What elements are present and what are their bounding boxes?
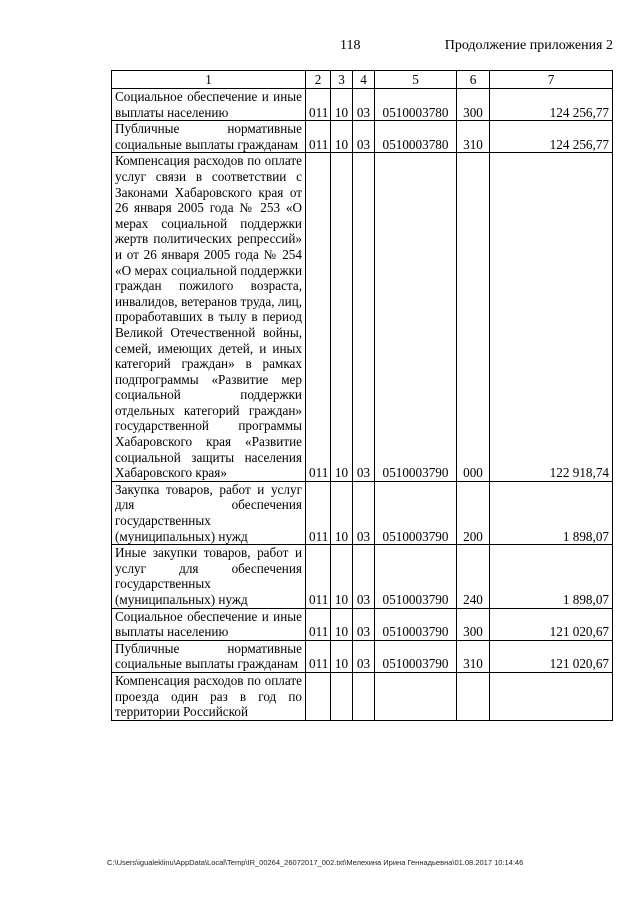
table-row-continued xyxy=(112,672,613,720)
amount: 124 256,77 xyxy=(490,89,613,121)
column-header: 6 xyxy=(457,71,490,89)
target-article-code: 0510003780 xyxy=(375,121,457,153)
ministry-code: 011 xyxy=(306,89,331,121)
ministry-code: 011 xyxy=(306,640,331,672)
target-article-code: 0510003790 xyxy=(375,481,457,544)
table-row xyxy=(112,89,613,121)
column-header: 5 xyxy=(375,71,457,89)
page-number: 118 xyxy=(340,38,361,53)
ministry-code xyxy=(306,672,331,720)
ministry-code: 011 xyxy=(306,121,331,153)
ministry-code: 011 xyxy=(306,608,331,640)
section-code: 10 xyxy=(331,481,353,544)
expense-name: Иные закупки товаров, работ и услуг для обеспечения государственных (муниципальных) нужд xyxy=(112,545,306,608)
expense-name: Компенсация расходов по оплате проезда один раз в год по территории Российской xyxy=(112,672,306,720)
expense-type-code: 310 xyxy=(457,640,490,672)
amount: 1 898,07 xyxy=(490,545,613,608)
expense-name: Социальное обеспечение и иные выплаты населению xyxy=(112,608,306,640)
target-article-code: 0510003790 xyxy=(375,545,457,608)
expense-type-code: 300 xyxy=(457,608,490,640)
expense-type-code xyxy=(457,672,490,720)
table-row xyxy=(112,640,613,672)
section-code xyxy=(331,672,353,720)
subsection-code: 03 xyxy=(353,89,375,121)
amount: 1 898,07 xyxy=(490,481,613,544)
section-code: 10 xyxy=(331,640,353,672)
ministry-code: 011 xyxy=(306,545,331,608)
section-code: 10 xyxy=(331,153,353,481)
subsection-code: 03 xyxy=(353,481,375,544)
amount: 124 256,77 xyxy=(490,121,613,153)
target-article-code: 0510003790 xyxy=(375,640,457,672)
target-article-code: 0510003780 xyxy=(375,89,457,121)
section-code: 10 xyxy=(331,89,353,121)
expense-type-code: 200 xyxy=(457,481,490,544)
expense-type-code: 300 xyxy=(457,89,490,121)
continuation-label: Продолжение приложения 2 xyxy=(444,38,613,53)
expense-name: Закупка товаров, работ и услуг для обеспечения государственных (муниципальных) нужд xyxy=(112,481,306,544)
expense-type-code: 310 xyxy=(457,121,490,153)
column-header: 3 xyxy=(331,71,353,89)
subsection-code: 03 xyxy=(353,121,375,153)
expense-type-code: 000 xyxy=(457,153,490,481)
column-header: 4 xyxy=(353,71,375,89)
amount: 121 020,67 xyxy=(490,608,613,640)
table-row xyxy=(112,153,613,481)
amount: 122 918,74 xyxy=(490,153,613,481)
amount: 121 020,67 xyxy=(490,640,613,672)
subsection-code: 03 xyxy=(353,640,375,672)
column-header: 2 xyxy=(306,71,331,89)
target-article-code: 0510003790 xyxy=(375,608,457,640)
table-row xyxy=(112,121,613,153)
header-row xyxy=(112,71,613,89)
column-header: 1 xyxy=(112,71,306,89)
ministry-code: 011 xyxy=(306,153,331,481)
budget-table xyxy=(111,70,613,721)
subsection-code: 03 xyxy=(353,153,375,481)
column-header: 7 xyxy=(490,71,613,89)
amount xyxy=(490,672,613,720)
expense-type-code: 240 xyxy=(457,545,490,608)
section-code: 10 xyxy=(331,608,353,640)
target-article-code: 0510003790 xyxy=(375,153,457,481)
expense-name: Социальное обеспечение и иные выплаты населению xyxy=(112,89,306,121)
subsection-code xyxy=(353,672,375,720)
ministry-code: 011 xyxy=(306,481,331,544)
expense-name: Публичные нормативные социальные выплаты гражданам xyxy=(112,121,306,153)
table-row xyxy=(112,481,613,544)
subsection-code: 03 xyxy=(353,608,375,640)
table-row xyxy=(112,608,613,640)
target-article-code xyxy=(375,672,457,720)
file-path-footer: C:\Users\igualeklinu\AppData\Local\Temp\IR_00264_26072017_002.txt\Мелехина Ирина Геннадьевна\01.08.2017 10:14:46 xyxy=(107,858,524,867)
subsection-code: 03 xyxy=(353,545,375,608)
expense-name: Компенсация расходов по оплате услуг связи в соответствии с Законами Хабаровского края от 26 января 2005 года № 253 «О мерах социальной поддержки жертв политических репрессий» и от 26 января 2005 года № 254 «О мерах социальной поддержки граждан пожилого возраста, инвалидов, ветеранов труда, лиц, проработавших в тылу в период Великой Отечественной войны, семей, имеющих детей, и иных категорий граждан» в рамках подпрограммы «Развитие мер социальной поддержки отдельных категорий граждан» государственной программы Хабаровского края «Развитие социальной защиты населения Хабаровского края» xyxy=(112,153,306,481)
section-code: 10 xyxy=(331,545,353,608)
expense-name: Публичные нормативные социальные выплаты гражданам xyxy=(112,640,306,672)
table-row xyxy=(112,545,613,608)
section-code: 10 xyxy=(331,121,353,153)
